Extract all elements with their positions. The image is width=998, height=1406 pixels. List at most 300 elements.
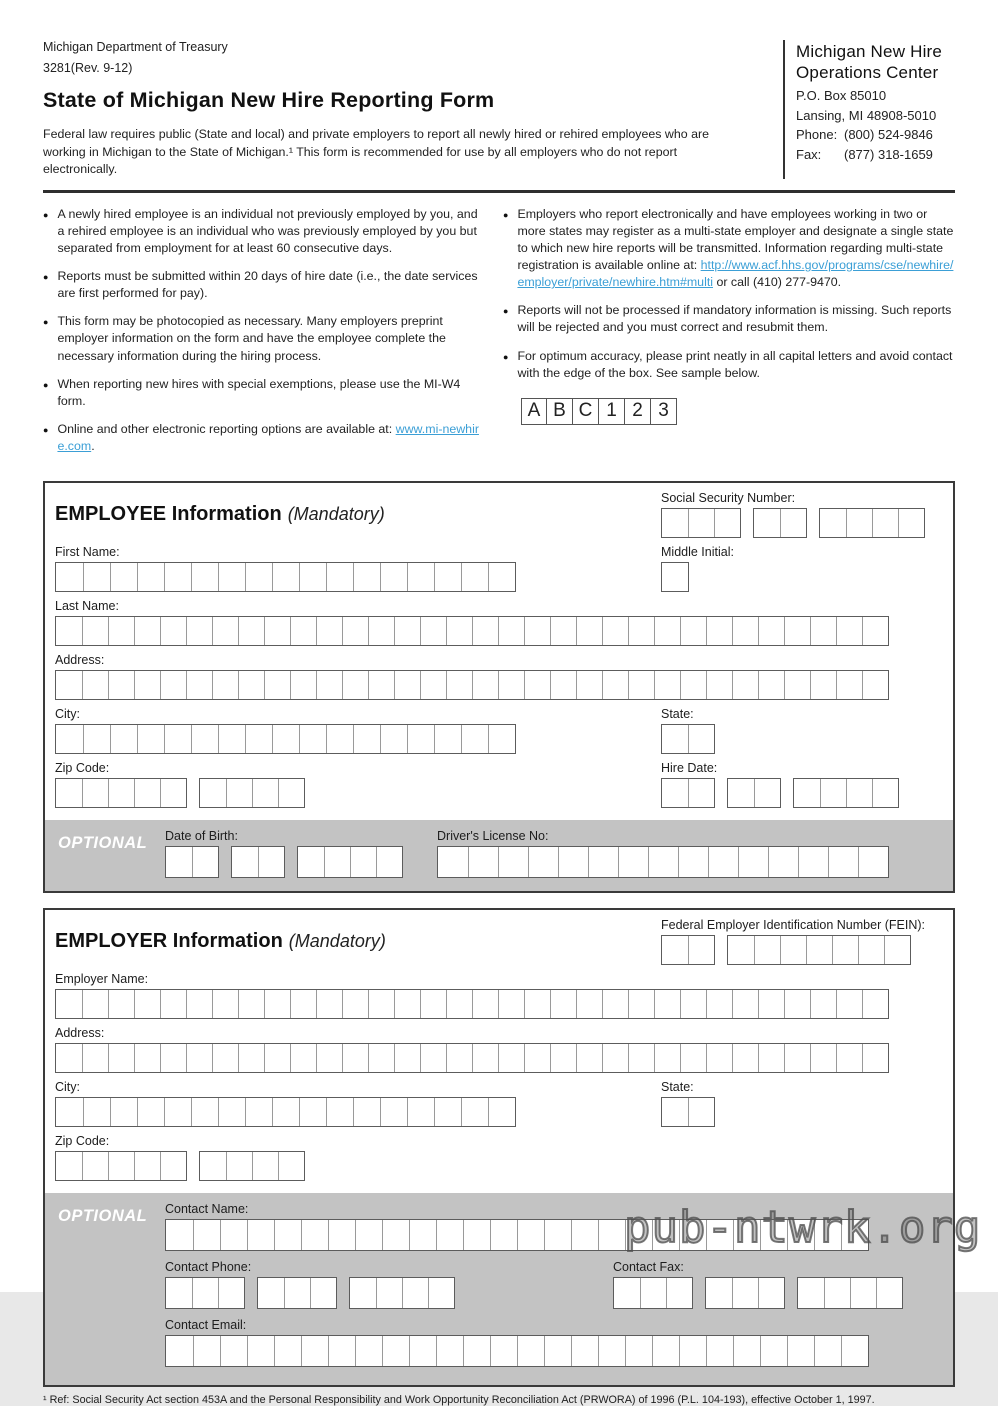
char-box [688, 509, 714, 537]
char-box [368, 617, 394, 645]
char-box [688, 725, 714, 753]
char-box [368, 1044, 394, 1072]
drivers-license-field [437, 829, 889, 878]
char-box [192, 847, 218, 877]
char-box [754, 779, 780, 807]
char-box [272, 563, 299, 591]
char-box [186, 617, 212, 645]
char-box [420, 1044, 446, 1072]
char-box-group [661, 778, 715, 808]
char-box [83, 1098, 110, 1126]
char-box [298, 847, 324, 877]
char-box [708, 847, 738, 877]
char-box [316, 671, 342, 699]
bullet-item [503, 302, 955, 336]
char-box [83, 725, 110, 753]
char-box [706, 1336, 733, 1366]
phone-number: (800) 524-9846 [844, 127, 933, 143]
char-box [326, 563, 353, 591]
char-box [192, 1278, 218, 1308]
employee-zip-boxes [55, 778, 661, 808]
char-box [264, 617, 290, 645]
char-box [191, 563, 218, 591]
hire-date-field [661, 754, 943, 808]
employer-state-label: State: [661, 1080, 694, 1095]
char-box [754, 509, 780, 537]
char-box [524, 671, 550, 699]
char-box [56, 671, 82, 699]
char-box [274, 1336, 301, 1366]
char-box [798, 847, 828, 877]
employee-address-label: Address: [55, 653, 105, 668]
char-box [662, 936, 688, 964]
char-box [654, 990, 680, 1018]
char-box [688, 779, 714, 807]
char-box [166, 847, 192, 877]
char-box [679, 1336, 706, 1366]
char-box [160, 990, 186, 1018]
char-box [688, 936, 714, 964]
char-box [160, 1044, 186, 1072]
char-box [310, 1278, 336, 1308]
char-box [326, 725, 353, 753]
char-box [652, 1336, 679, 1366]
char-box [571, 1336, 598, 1366]
ssn-boxes [661, 508, 943, 538]
char-box [238, 671, 264, 699]
char-box [164, 725, 191, 753]
sample-char-box: 3 [651, 398, 677, 425]
char-box-group [661, 508, 741, 538]
employee-state-label: State: [661, 707, 694, 722]
char-box [472, 990, 498, 1018]
char-box-group [165, 1277, 245, 1309]
char-box [56, 617, 82, 645]
agency-name: Michigan Department of Treasury [43, 40, 228, 54]
char-box [544, 1220, 571, 1250]
char-box-group [165, 1335, 869, 1367]
char-box [438, 847, 468, 877]
char-box [316, 990, 342, 1018]
employer-zip-field [55, 1134, 943, 1181]
char-box [434, 563, 461, 591]
char-box [654, 671, 680, 699]
char-box-group [797, 1277, 903, 1309]
ssn-label: Social Security Number: [661, 491, 796, 506]
char-box-group [727, 935, 911, 965]
char-box-group [753, 508, 807, 538]
char-box [350, 1278, 376, 1308]
char-box [862, 990, 888, 1018]
last-name-field [55, 599, 943, 646]
char-box [353, 1098, 380, 1126]
char-box [550, 617, 576, 645]
char-box [376, 847, 402, 877]
char-box [56, 1098, 83, 1126]
contact-fax-field [613, 1260, 903, 1309]
org-address [796, 86, 955, 164]
char-box [706, 1220, 733, 1250]
char-box [394, 671, 420, 699]
char-box [814, 1336, 841, 1366]
char-box [218, 1278, 244, 1308]
char-box [134, 617, 160, 645]
char-box [488, 725, 515, 753]
dob-boxes [165, 846, 403, 878]
intro-paragraph: Federal law requires public (State and local) and private employers to report all newly hired or rehired employees who are working in Michigan to the State of Michigan.¹ This form is recommended for use by all employers who do not report electronically. [43, 127, 709, 177]
char-box [82, 779, 108, 807]
char-box [846, 779, 872, 807]
char-box [166, 1220, 193, 1250]
char-box [108, 617, 134, 645]
char-box [290, 671, 316, 699]
char-box [550, 990, 576, 1018]
char-box [212, 990, 238, 1018]
char-box [836, 990, 862, 1018]
char-box [160, 779, 186, 807]
employer-section-title [55, 918, 661, 965]
char-box [108, 779, 134, 807]
char-box [299, 1098, 326, 1126]
char-box [108, 671, 134, 699]
char-box [738, 847, 768, 877]
char-box [436, 1336, 463, 1366]
contact-email-field [165, 1318, 943, 1367]
char-box-group [55, 989, 889, 1019]
char-box [316, 617, 342, 645]
char-box [446, 617, 472, 645]
char-box [488, 563, 515, 591]
contact-phone-label: Contact Phone: [165, 1260, 252, 1275]
char-box [472, 1044, 498, 1072]
employer-address-label: Address: [55, 1026, 105, 1041]
po-box: P.O. Box 85010 [796, 88, 887, 104]
char-box [420, 671, 446, 699]
employee-city-label: City: [55, 707, 80, 722]
char-box [164, 1098, 191, 1126]
char-box-group [257, 1277, 337, 1309]
char-box [272, 1098, 299, 1126]
hire-date-label: Hire Date: [661, 761, 718, 776]
employee-section-title [55, 491, 661, 538]
form-number: 3281(Rev. 9-12) [43, 61, 133, 75]
char-box [598, 1336, 625, 1366]
char-box [602, 1044, 628, 1072]
char-box [628, 1044, 654, 1072]
form-header [43, 40, 955, 179]
char-box [238, 617, 264, 645]
char-box [134, 779, 160, 807]
char-box [602, 671, 628, 699]
employee-row-name [55, 538, 943, 592]
char-box [784, 671, 810, 699]
fax-line [796, 145, 955, 165]
char-box [409, 1336, 436, 1366]
bullet-icon: ● [503, 209, 509, 220]
employer-state-field [661, 1073, 943, 1127]
char-box [628, 990, 654, 1018]
char-box [56, 990, 82, 1018]
instructions [43, 206, 955, 466]
bullet-item [503, 348, 955, 382]
char-box [862, 1044, 888, 1072]
char-box [850, 1278, 876, 1308]
char-box [316, 1044, 342, 1072]
char-box [662, 563, 688, 591]
employee-subtitle: (Mandatory) [287, 504, 385, 525]
char-box [858, 847, 888, 877]
char-box [517, 1336, 544, 1366]
char-box-group [297, 846, 403, 878]
employer-address-boxes [55, 1043, 943, 1073]
char-box-group [55, 724, 516, 754]
instructions-right-list [503, 206, 955, 382]
drivers-license-label: Driver's License No: [437, 829, 549, 844]
char-box [258, 847, 284, 877]
char-box [758, 617, 784, 645]
employee-city-field [55, 700, 661, 754]
char-box [82, 1152, 108, 1180]
employer-name-boxes [55, 989, 943, 1019]
char-box-group [199, 1151, 305, 1181]
employer-section [43, 908, 955, 1387]
employee-state-boxes [661, 724, 943, 754]
char-box [576, 1044, 602, 1072]
ssn-field [661, 491, 943, 538]
char-box [758, 990, 784, 1018]
char-box [200, 1152, 226, 1180]
char-box [498, 847, 528, 877]
char-box [876, 1278, 902, 1308]
employee-address-field [55, 653, 943, 700]
contact-email-boxes [165, 1335, 943, 1367]
contact-phone-field [165, 1260, 613, 1309]
org-name-line1: Michigan New Hire [796, 42, 943, 61]
char-box [342, 617, 368, 645]
operations-center-block [783, 40, 955, 179]
char-box [226, 779, 252, 807]
char-box [355, 1220, 382, 1250]
char-box [226, 1152, 252, 1180]
char-box [191, 725, 218, 753]
char-box-group [55, 1151, 187, 1181]
char-box [264, 990, 290, 1018]
char-box [498, 1044, 524, 1072]
char-box [820, 509, 846, 537]
char-box [528, 847, 558, 877]
char-box [212, 617, 238, 645]
char-box [472, 671, 498, 699]
hyperlink[interactable]: www.mi-newhire.com [57, 421, 479, 454]
char-box [680, 617, 706, 645]
char-box [662, 509, 688, 537]
bullet-text: Employers who report electronically and have employees working in two or more states may register as a multi-state employer and designate a single state to which new hire reports will be transmitted. Information regarding multi-state registration is available online at: http://www.acf.hhs.gov/programs/cse/newhire/employer/private/newhire.htm#multi or call (410) 277-9470. [517, 206, 954, 290]
char-box [200, 779, 226, 807]
char-box [872, 509, 898, 537]
char-box [862, 671, 888, 699]
header-divider [43, 190, 955, 193]
employer-city-field [55, 1073, 661, 1127]
char-box [648, 847, 678, 877]
char-box [238, 990, 264, 1018]
char-box [524, 617, 550, 645]
char-box [218, 1098, 245, 1126]
char-box [680, 990, 706, 1018]
header-left [43, 40, 783, 179]
char-box [110, 725, 137, 753]
char-box [264, 671, 290, 699]
char-box [463, 1220, 490, 1250]
char-box [654, 617, 680, 645]
employee-address-boxes [55, 670, 943, 700]
char-box [758, 1044, 784, 1072]
char-box [862, 617, 888, 645]
char-box [678, 847, 708, 877]
char-box [376, 1278, 402, 1308]
char-box [446, 990, 472, 1018]
contact-name-label: Contact Name: [165, 1202, 249, 1217]
char-box [662, 1098, 688, 1126]
employer-row-city-state [55, 1073, 943, 1127]
char-box [353, 725, 380, 753]
char-box-group [55, 1097, 516, 1127]
char-box [82, 617, 108, 645]
char-box [278, 1152, 304, 1180]
char-box [420, 990, 446, 1018]
char-box [278, 779, 304, 807]
employer-city-boxes [55, 1097, 661, 1127]
char-box-group [705, 1277, 785, 1309]
char-box [706, 671, 732, 699]
char-box [662, 725, 688, 753]
watermark: pub-ntwrk.org [624, 1202, 982, 1253]
char-box [732, 617, 758, 645]
bullet-item [43, 268, 487, 302]
char-box [166, 1278, 192, 1308]
char-box [517, 1220, 544, 1250]
char-box [264, 1044, 290, 1072]
first-name-label: First Name: [55, 545, 120, 560]
char-box-group [231, 846, 285, 878]
char-box [714, 509, 740, 537]
sample-char-box: 1 [599, 398, 625, 425]
char-box [706, 990, 732, 1018]
char-box [252, 779, 278, 807]
char-box [284, 1278, 310, 1308]
char-box-group [199, 778, 305, 808]
char-box [368, 990, 394, 1018]
char-box [420, 617, 446, 645]
bullet-icon: ● [503, 306, 509, 317]
char-box [166, 1336, 193, 1366]
char-box [380, 1098, 407, 1126]
char-box [110, 1098, 137, 1126]
char-box-group [165, 1219, 869, 1251]
char-box [56, 1044, 82, 1072]
bullet-icon: ● [43, 317, 49, 328]
char-box [652, 1220, 679, 1250]
employee-city-boxes [55, 724, 661, 754]
char-box-group [55, 562, 516, 592]
fein-label: Federal Employer Identification Number (FEIN): [661, 918, 925, 933]
char-box [299, 725, 326, 753]
char-box [258, 1278, 284, 1308]
char-box [472, 617, 498, 645]
char-box-group [819, 508, 925, 538]
employer-name-field [55, 972, 943, 1019]
employee-zip-label: Zip Code: [55, 761, 110, 776]
char-box [733, 1336, 760, 1366]
char-box [245, 1098, 272, 1126]
bullet-icon: ● [43, 272, 49, 283]
char-box [134, 990, 160, 1018]
char-box-group [661, 724, 715, 754]
char-box [218, 725, 245, 753]
char-box [488, 1098, 515, 1126]
char-box [160, 1152, 186, 1180]
char-box [544, 1336, 571, 1366]
char-box [407, 725, 434, 753]
bullet-text: Reports must be submitted within 20 days of hire date (i.e., the date services are first performed for pay). [57, 269, 478, 301]
fax-number: (877) 318-1659 [844, 146, 933, 162]
hyperlink[interactable]: http://www.acf.hhs.gov/programs/cse/newhire/employer/private/newhire.htm#multi [517, 258, 954, 290]
char-box [394, 1044, 420, 1072]
char-box [614, 1278, 640, 1308]
middle-initial-boxes [661, 562, 943, 592]
char-box [394, 990, 420, 1018]
phone-line [796, 125, 955, 145]
char-box [461, 563, 488, 591]
footnote: ¹ Ref: Social Security Act section 453A and the Personal Responsibility and Work Opportunity Reconciliation Act (PRWORA) of 1996 (P.L. 104-193), effective October 1, 1997. [43, 1394, 875, 1406]
char-box [768, 847, 798, 877]
char-box [524, 1044, 550, 1072]
char-box [110, 563, 137, 591]
char-box [394, 617, 420, 645]
bullet-text: For optimum accuracy, please print neatly in all capital letters and avoid contact with the edge of the box. See sample below. [517, 348, 953, 380]
char-box [299, 563, 326, 591]
char-box [56, 779, 82, 807]
char-box [810, 671, 836, 699]
char-box [407, 1098, 434, 1126]
char-box [380, 725, 407, 753]
last-name-boxes [55, 616, 943, 646]
char-box [301, 1336, 328, 1366]
char-box [550, 1044, 576, 1072]
char-box [625, 1336, 652, 1366]
char-box [602, 617, 628, 645]
hire-date-boxes [661, 778, 943, 808]
char-box [824, 1278, 850, 1308]
employee-optional-label: OPTIONAL [58, 834, 148, 853]
char-box [193, 1220, 220, 1250]
bullet-item [43, 421, 487, 455]
employee-row-zip-hiredate [55, 754, 943, 808]
last-name-label: Last Name: [55, 599, 119, 614]
char-box [468, 847, 498, 877]
page-title: State of Michigan New Hire Reporting Form [43, 88, 495, 112]
fein-boxes [661, 935, 943, 965]
char-box [706, 1044, 732, 1072]
char-box [83, 563, 110, 591]
char-box-group [55, 778, 187, 808]
char-box [160, 671, 186, 699]
bullet-text: Reports will not be processed if mandatory information is missing. Such reports will be rejected and you must correct and resubmit them. [517, 303, 952, 335]
char-box [760, 1336, 787, 1366]
char-box [220, 1336, 247, 1366]
char-box [407, 563, 434, 591]
drivers-license-boxes [437, 846, 889, 878]
char-box [758, 671, 784, 699]
